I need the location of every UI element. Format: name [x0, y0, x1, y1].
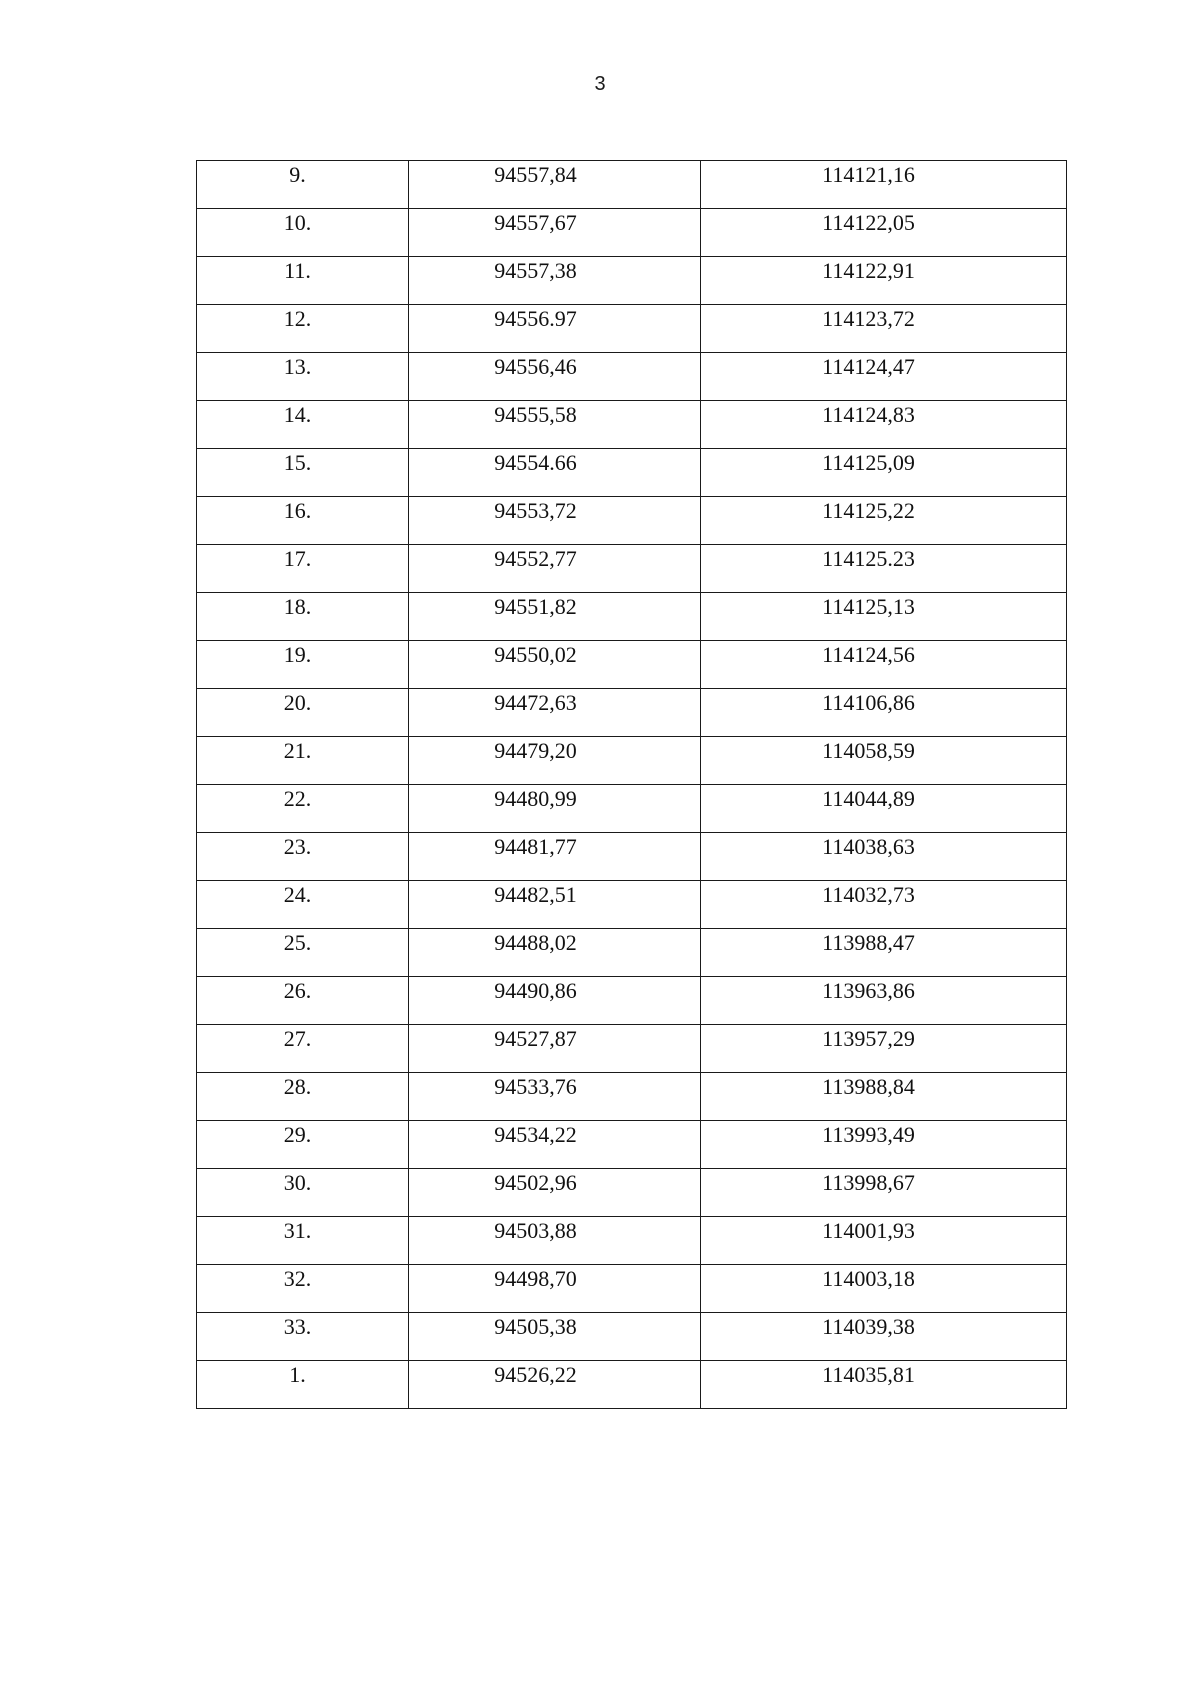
x-coordinate-cell — [409, 785, 701, 833]
x-coordinate: 94557,67 — [494, 210, 577, 235]
x-coordinate: 94533,76 — [494, 1074, 577, 1099]
y-coordinate-cell — [701, 545, 1067, 593]
point-number: 16. — [283, 498, 312, 523]
table-row — [197, 305, 1067, 353]
x-coordinate: 94556.97 — [494, 306, 577, 331]
table-row — [197, 209, 1067, 257]
point-number: 33. — [283, 1314, 312, 1339]
x-coordinate-cell — [409, 881, 701, 929]
table-row — [197, 977, 1067, 1025]
table-row — [197, 1073, 1067, 1121]
point-number-cell — [197, 1361, 409, 1409]
y-coordinate-cell — [701, 1361, 1067, 1409]
x-coordinate: 94526,22 — [494, 1362, 577, 1387]
point-number-cell — [197, 161, 409, 209]
x-coordinate: 94481,77 — [494, 834, 577, 859]
point-number: 12. — [283, 306, 312, 331]
point-number-cell — [197, 737, 409, 785]
x-coordinate-cell — [409, 1265, 701, 1313]
x-coordinate-cell — [409, 1217, 701, 1265]
point-number-cell — [197, 497, 409, 545]
x-coordinate-cell — [409, 497, 701, 545]
y-coordinate-cell — [701, 449, 1067, 497]
page-number: 3 — [594, 73, 606, 95]
point-number: 23. — [283, 834, 312, 859]
point-number-cell — [197, 833, 409, 881]
point-number: 13. — [283, 354, 312, 379]
point-number-cell — [197, 641, 409, 689]
y-coordinate-cell — [701, 257, 1067, 305]
y-coordinate-cell — [701, 929, 1067, 977]
y-coordinate: 113993,49 — [822, 1122, 915, 1147]
x-coordinate: 94554.66 — [494, 450, 577, 475]
table-row — [197, 737, 1067, 785]
table-row — [197, 257, 1067, 305]
table-row — [197, 785, 1067, 833]
y-coordinate: 114032,73 — [822, 882, 915, 907]
x-coordinate: 94551,82 — [494, 594, 577, 619]
x-coordinate: 94555,58 — [494, 402, 577, 427]
y-coordinate-cell — [701, 785, 1067, 833]
x-coordinate-cell — [409, 833, 701, 881]
x-coordinate-cell — [409, 257, 701, 305]
y-coordinate: 114121,16 — [822, 162, 915, 187]
x-coordinate-cell — [409, 929, 701, 977]
y-coordinate: 114122,91 — [822, 258, 915, 283]
x-coordinate-cell — [409, 641, 701, 689]
x-coordinate-cell — [409, 1313, 701, 1361]
point-number: 10. — [283, 210, 312, 235]
y-coordinate: 114125.23 — [822, 546, 915, 571]
x-coordinate-cell — [409, 401, 701, 449]
x-coordinate-cell — [409, 593, 701, 641]
table-row — [197, 449, 1067, 497]
x-coordinate: 94488,02 — [494, 930, 577, 955]
table-row — [197, 1313, 1067, 1361]
point-number: 20. — [283, 690, 312, 715]
x-coordinate-cell — [409, 1073, 701, 1121]
y-coordinate: 114123,72 — [822, 306, 915, 331]
x-coordinate: 94534,22 — [494, 1122, 577, 1147]
x-coordinate: 94557,84 — [494, 162, 577, 187]
y-coordinate-cell — [701, 593, 1067, 641]
x-coordinate: 94557,38 — [494, 258, 577, 283]
y-coordinate-cell — [701, 1025, 1067, 1073]
y-coordinate-cell — [701, 833, 1067, 881]
table-row — [197, 593, 1067, 641]
y-coordinate: 113998,67 — [822, 1170, 915, 1195]
point-number: 9. — [289, 162, 306, 187]
x-coordinate: 94527,87 — [494, 1026, 577, 1051]
x-coordinate-cell — [409, 545, 701, 593]
y-coordinate-cell — [701, 305, 1067, 353]
point-number: 18. — [283, 594, 312, 619]
x-coordinate-cell — [409, 305, 701, 353]
point-number-cell — [197, 1025, 409, 1073]
point-number: 11. — [284, 258, 311, 283]
y-coordinate: 114124,56 — [822, 642, 915, 667]
y-coordinate: 114122,05 — [822, 210, 915, 235]
point-number-cell — [197, 1121, 409, 1169]
point-number-cell — [197, 1265, 409, 1313]
x-coordinate-cell — [409, 1121, 701, 1169]
x-coordinate-cell — [409, 689, 701, 737]
point-number-cell — [197, 1073, 409, 1121]
y-coordinate-cell — [701, 1313, 1067, 1361]
point-number: 15. — [283, 450, 312, 475]
x-coordinate: 94498,70 — [494, 1266, 577, 1291]
y-coordinate-cell — [701, 977, 1067, 1025]
table-row — [197, 881, 1067, 929]
x-coordinate: 94503,88 — [494, 1218, 577, 1243]
table-row — [197, 545, 1067, 593]
table-row — [197, 1361, 1067, 1409]
point-number-cell — [197, 305, 409, 353]
x-coordinate: 94479,20 — [494, 738, 577, 763]
x-coordinate-cell — [409, 161, 701, 209]
y-coordinate: 114125,13 — [822, 594, 915, 619]
y-coordinate-cell — [701, 881, 1067, 929]
y-coordinate-cell — [701, 353, 1067, 401]
x-coordinate-cell — [409, 737, 701, 785]
y-coordinate: 113988,84 — [822, 1074, 915, 1099]
point-number-cell — [197, 689, 409, 737]
table-row — [197, 401, 1067, 449]
y-coordinate-cell — [701, 737, 1067, 785]
point-number-cell — [197, 1313, 409, 1361]
y-coordinate: 114125,09 — [822, 450, 915, 475]
y-coordinate-cell — [701, 641, 1067, 689]
table-row — [197, 1265, 1067, 1313]
table-row — [197, 497, 1067, 545]
point-number: 27. — [283, 1026, 312, 1051]
y-coordinate: 114106,86 — [822, 690, 915, 715]
y-coordinate: 114039,38 — [822, 1314, 915, 1339]
y-coordinate-cell — [701, 1073, 1067, 1121]
x-coordinate: 94505,38 — [494, 1314, 577, 1339]
y-coordinate: 114124,47 — [822, 354, 915, 379]
y-coordinate: 113963,86 — [822, 978, 915, 1003]
x-coordinate: 94502,96 — [494, 1170, 577, 1195]
point-number: 1. — [289, 1362, 306, 1387]
coordinates-table — [196, 160, 1067, 1409]
y-coordinate: 114058,59 — [822, 738, 915, 763]
point-number-cell — [197, 785, 409, 833]
point-number: 25. — [283, 930, 312, 955]
point-number-cell — [197, 881, 409, 929]
point-number: 14. — [283, 402, 312, 427]
point-number: 21. — [283, 738, 312, 763]
x-coordinate: 94552,77 — [494, 546, 577, 571]
x-coordinate: 94482,51 — [494, 882, 577, 907]
point-number: 32. — [283, 1266, 312, 1291]
point-number: 31. — [283, 1218, 312, 1243]
table-row — [197, 353, 1067, 401]
table-row — [197, 1025, 1067, 1073]
point-number: 26. — [283, 978, 312, 1003]
x-coordinate: 94480,99 — [494, 786, 577, 811]
y-coordinate-cell — [701, 161, 1067, 209]
table-row — [197, 689, 1067, 737]
x-coordinate: 94490,86 — [494, 978, 577, 1003]
x-coordinate-cell — [409, 1361, 701, 1409]
x-coordinate-cell — [409, 353, 701, 401]
table-row — [197, 1121, 1067, 1169]
y-coordinate-cell — [701, 689, 1067, 737]
y-coordinate: 114044,89 — [822, 786, 915, 811]
point-number: 24. — [283, 882, 312, 907]
y-coordinate: 114035,81 — [822, 1362, 915, 1387]
point-number-cell — [197, 353, 409, 401]
y-coordinate-cell — [701, 401, 1067, 449]
table-row — [197, 641, 1067, 689]
x-coordinate-cell — [409, 449, 701, 497]
y-coordinate: 113988,47 — [822, 930, 915, 955]
coordinates-table-body — [197, 161, 1067, 1409]
x-coordinate: 94472,63 — [494, 690, 577, 715]
point-number-cell — [197, 593, 409, 641]
point-number-cell — [197, 929, 409, 977]
y-coordinate: 114003,18 — [822, 1266, 915, 1291]
point-number-cell — [197, 1217, 409, 1265]
y-coordinate-cell — [701, 1265, 1067, 1313]
x-coordinate: 94556,46 — [494, 354, 577, 379]
y-coordinate-cell — [701, 497, 1067, 545]
y-coordinate: 114124,83 — [822, 402, 915, 427]
y-coordinate-cell — [701, 1169, 1067, 1217]
x-coordinate: 94550,02 — [494, 642, 577, 667]
point-number-cell — [197, 545, 409, 593]
table-row — [197, 161, 1067, 209]
point-number-cell — [197, 209, 409, 257]
y-coordinate-cell — [701, 1217, 1067, 1265]
point-number: 17. — [283, 546, 312, 571]
y-coordinate: 114038,63 — [822, 834, 915, 859]
y-coordinate: 114125,22 — [822, 498, 915, 523]
point-number-cell — [197, 257, 409, 305]
y-coordinate: 114001,93 — [822, 1218, 915, 1243]
table-row — [197, 833, 1067, 881]
table-row — [197, 929, 1067, 977]
y-coordinate-cell — [701, 209, 1067, 257]
point-number-cell — [197, 977, 409, 1025]
table-row — [197, 1217, 1067, 1265]
x-coordinate-cell — [409, 1169, 701, 1217]
y-coordinate: 113957,29 — [822, 1026, 915, 1051]
x-coordinate: 94553,72 — [494, 498, 577, 523]
point-number: 22. — [283, 786, 312, 811]
point-number: 28. — [283, 1074, 312, 1099]
point-number: 29. — [283, 1122, 312, 1147]
point-number-cell — [197, 1169, 409, 1217]
x-coordinate-cell — [409, 209, 701, 257]
point-number-cell — [197, 401, 409, 449]
y-coordinate-cell — [701, 1121, 1067, 1169]
table-row — [197, 1169, 1067, 1217]
point-number-cell — [197, 449, 409, 497]
x-coordinate-cell — [409, 1025, 701, 1073]
x-coordinate-cell — [409, 977, 701, 1025]
point-number: 19. — [283, 642, 312, 667]
point-number: 30. — [283, 1170, 312, 1195]
